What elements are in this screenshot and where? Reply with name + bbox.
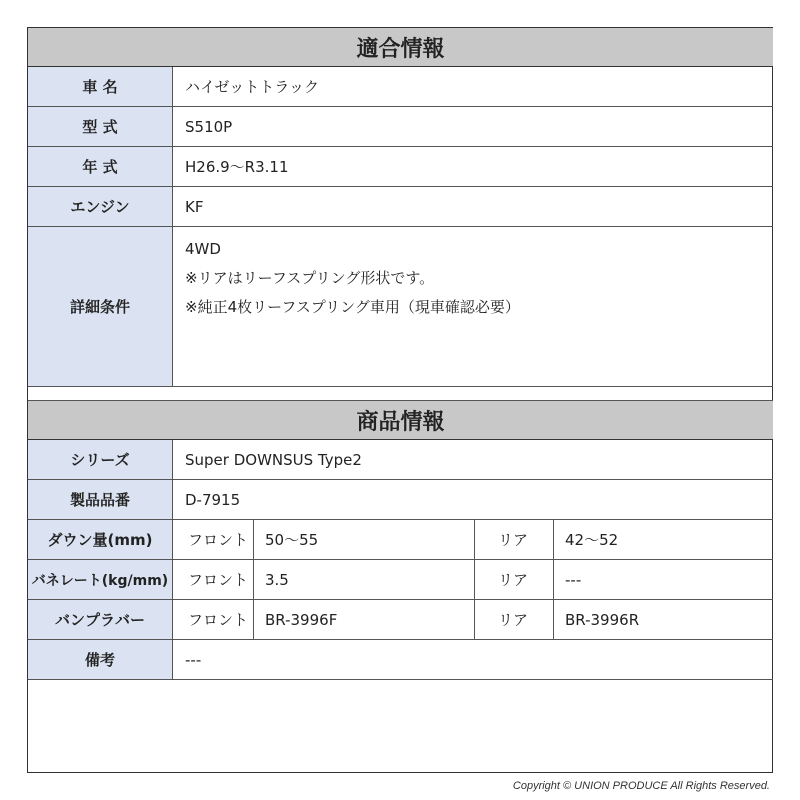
down-rear-label: リア [498,531,529,549]
part-no-value: D-7915 [185,490,241,509]
fit-section-title: 適合情報 [28,28,773,67]
model-label: 型 式 [28,107,173,146]
cell-divider [553,560,554,599]
rate-rear-label: リア [498,571,529,589]
notes-value: --- [185,650,202,669]
bumper-front-value: BR-3996F [265,610,338,629]
year-value: H26.9～R3.11 [185,158,289,176]
series-label: シリーズ [28,440,173,479]
row-notes [28,640,773,680]
vehicle-name-label: 車 名 [28,67,173,106]
copyright-text: Copyright © UNION PRODUCE All Rights Reserved. [512,780,770,792]
product-section-title: 商品情報 [28,401,773,440]
year-label: 年 式 [28,147,173,186]
rate-front-label: フロント [188,571,249,589]
row-bumper [28,600,773,640]
cell-divider [253,600,254,639]
cell-divider [253,520,254,559]
bumper-rear-value: BR-3996R [565,610,640,629]
vehicle-name-value: ハイゼットトラック [185,78,319,96]
detail-line-3: ※純正4枚リーフスプリング車用（現車確認必要） [185,298,520,316]
series-value: Super DOWNSUS Type2 [185,450,362,469]
row-part-no [28,480,773,520]
row-year [28,147,773,187]
cell-divider [553,520,554,559]
bumper-front-label: フロント [188,611,249,629]
detail-line-2: ※リアはリーフスプリング形状です。 [185,269,435,287]
detail-label: 詳細条件 [28,227,173,386]
cell-divider [474,520,475,559]
bumper-rear-label: リア [498,611,529,629]
rate-rear-value: --- [565,570,582,589]
rate-front-value: 3.5 [265,570,289,589]
down-rear-value: 42～52 [565,531,619,549]
bumper-label: バンプラバー [28,600,173,639]
detail-lines [185,235,520,322]
cell-divider [553,600,554,639]
part-no-label: 製品品番 [28,480,173,519]
row-model [28,107,773,147]
notes-label: 備考 [28,640,173,679]
engine-label: エンジン [28,187,173,226]
row-vehicle-name [28,67,773,107]
down-front-label: フロント [188,531,249,549]
cell-divider [253,560,254,599]
rate-label: バネレート(kg/mm) [28,560,173,599]
down-front-value: 50～55 [265,531,319,549]
model-value: S510P [185,117,233,136]
row-rate [28,560,773,600]
engine-value: KF [185,197,204,216]
row-series [28,440,773,480]
row-detail [28,227,773,387]
down-label: ダウン量(mm) [28,520,173,559]
row-down [28,520,773,560]
row-engine [28,187,773,227]
cell-divider [474,560,475,599]
detail-line-1: 4WD [185,240,221,258]
cell-divider [474,600,475,639]
